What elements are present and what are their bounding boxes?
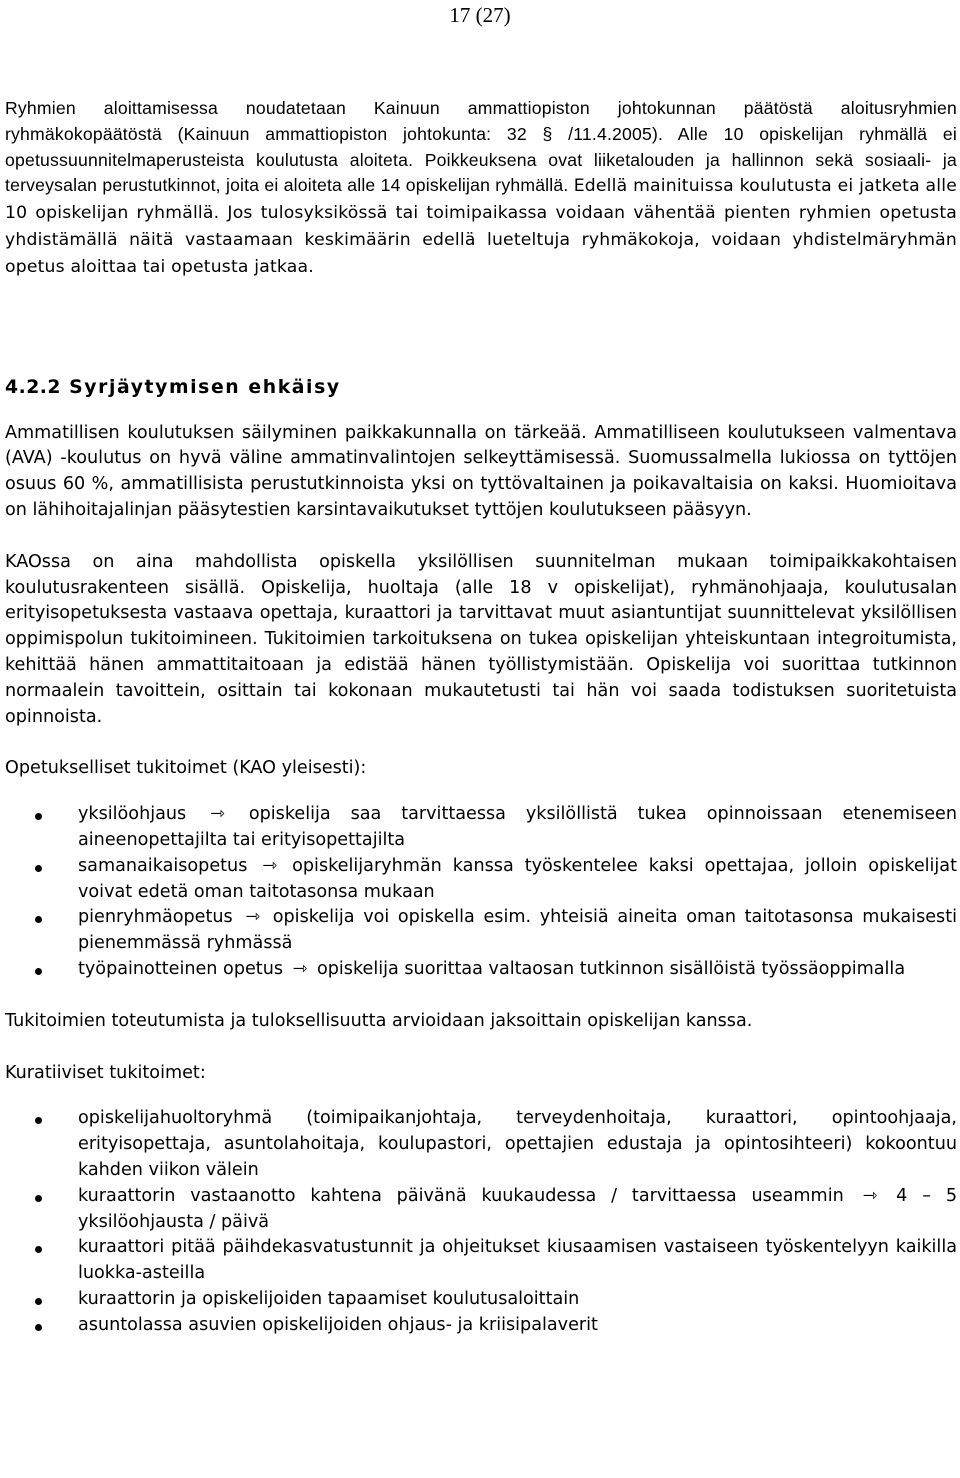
- paragraph-education-availability: Ammatillisen koulutuksen säilyminen paikkakunnalla on tärkeää. Ammatilliseen koulutukseen valmentava (AVA) -koulutus on hyvä väline ammatinvalintojen selkeyttämisessä. Suomussalmella lukiossa on tyttöjen osuus 60 %, ammatillisista perustutkinnoista yksi on tyttövaltainen ja poikavaltaisia on kaksi. Huomioitava on lähihoitajalinjan pääsytestien karsintavaikutukset tyttöjen koulutukseen pääsyyn.: [5, 422, 957, 520]
- bullet-icon: [35, 916, 42, 923]
- list-heading-curative-support: Kuratiiviset tukitoimet:: [5, 1062, 206, 1083]
- list-item: [5, 802, 957, 854]
- list-item-text: kuraattorin ja opiskelijoiden tapaamiset koulutusaloittain: [78, 1288, 580, 1309]
- list-item: [5, 957, 957, 983]
- curative-support-list: [5, 1106, 957, 1338]
- bullet-icon: [35, 1246, 42, 1253]
- paragraph-group-size: [5, 96, 957, 281]
- list-item: [5, 905, 957, 957]
- list-item-description: opiskelija saa tarvittaessa yksilöllistä tukea opinnoissaan etenemiseen aineenopettajilta tai erityisopettajilta: [78, 804, 958, 850]
- paragraph-group-size-part-a: Ryhmien aloittamisessa noudatetaan Kainuun ammattiopiston johtokunnan päätöstä aloitusryhmien ryhmäkokopäätöstä (Kainuun ammattiopiston johtokunta: 32 § /11.4.2005). Alle 10 opiskelijan ryhmällä ei opetussuunnitelmaperusteista koulutusta aloiteta. Poikkeuksena ovat liiketalouden ja hallinnon sekä sosiaali- ja terveysalan perustutkinnot, joita ei aloiteta alle 14 opiskelijan ryhmällä.: [5, 98, 957, 196]
- arrow-right-icon: ⇾: [292, 958, 308, 979]
- arrow-right-icon: ⇾: [210, 804, 225, 825]
- list-item-term: pienryhmäopetus: [78, 907, 233, 928]
- document-body: [5, 96, 957, 1338]
- list-item-text: kuraattori pitää päihdekasvatustunnit ja ohjeitukset kiusaamisen vastaiseen työskentelyyn kaikilla luokka-asteilla: [78, 1237, 957, 1284]
- list-item-term: samanaikaisopetus: [78, 855, 248, 876]
- section-number: 4.2.2: [5, 376, 61, 398]
- arrow-right-icon: ⇾: [245, 907, 261, 928]
- list-item: [5, 854, 957, 906]
- list-item: [5, 1106, 957, 1183]
- bullet-icon: [35, 968, 42, 975]
- section-heading: [5, 375, 957, 401]
- paragraph-group-size-part-b: Edellä mainituissa koulutusta ei jatketa alle 10 opiskelijan ryhmällä. Jos tulosyksikössä tai toimipaikassa voidaan vähentää pienten ryhmien opetusta yhdistämällä näitä vastaamaan keskimäärin edellä lueteltuja ryhmäkokoja, voidaan yhdistelmäryhmän opetus aloittaa tai opetusta jatkaa.: [5, 176, 958, 277]
- list-item-term: työpainotteinen opetus: [78, 958, 284, 979]
- list-item-description: opiskelija suorittaa valtaosan tutkinnon sisällöistä työssäoppimalla: [316, 958, 906, 979]
- list-item: [5, 1287, 957, 1313]
- list-item-text-after-arrow: 4 – 5 yksilöohjausta / päivä: [78, 1185, 958, 1232]
- bullet-icon: [35, 1324, 42, 1331]
- list-item-description: opiskelija voi opiskella esim. yhteisiä aineita oman taitotasonsa mukaisesti pienemmässä ryhmässä: [78, 907, 958, 954]
- list-item-text: kuraattorin vastaanotto kahtena päivänä kuukaudessa / tarvittaessa useammin: [78, 1185, 844, 1206]
- bullet-icon: [35, 813, 42, 820]
- bullet-icon: [35, 1195, 42, 1202]
- bullet-icon: [35, 865, 42, 872]
- list-item: [5, 1313, 957, 1339]
- arrow-right-icon: ⇾: [862, 1185, 878, 1206]
- paragraph-evaluation: Tukitoimien toteutumista ja tuloksellisuutta arvioidaan jaksoittain opiskelijan kanssa.: [5, 1010, 753, 1031]
- list-heading-teaching-support: Opetukselliset tukitoimet (KAO yleisesti):: [5, 758, 367, 779]
- paragraph-individual-plan: KAOssa on aina mahdollista opiskella yksilöllisen suunnitelman mukaan toimipaikkakohtaisen koulutusrakenteen sisällä. Opiskelija, huoltaja (alle 18 v opiskelijat), ryhmänohjaaja, koulutusalan erityisopetuksesta vastaava opettaja, kuraattori ja tarvittavat muut asiantuntijat suunnittelevat yksilöllisen oppimispolun tukitoimineen. Tukitoimien tarkoituksena on tukea opiskelijan yhteiskuntaan integroitumista, kehittää hänen ammattitaitoaan ja edistää hänen työllistymistään. Opiskelija voi suorittaa tutkinnon normaalein tavoittein, osittain tai kokonaan mukautetusti tai hän voi saada todistuksen suoritetuista opinnoista.: [5, 551, 957, 727]
- list-item-description: opiskelijaryhmän kanssa työskentelee kaksi opettajaa, jolloin opiskelijat voivat edetä oman taitotasonsa mukaan: [78, 855, 957, 902]
- section-title: Syrjäytymisen ehkäisy: [69, 376, 341, 398]
- arrow-right-icon: ⇾: [262, 855, 278, 876]
- list-item: [5, 1184, 957, 1236]
- list-item-text: opiskelijahuoltoryhmä (toimipaikanjohtaja, terveydenhoitaja, kuraattori, opintoohjaaja, erityisopettaja, asuntolahoitaja, koulupastori, opettajien edustaja ja opintosihteeri) kokoontuu kahden viikon välein: [78, 1108, 957, 1180]
- bullet-icon: [35, 1117, 42, 1124]
- list-item-term: yksilöohjaus: [78, 804, 187, 825]
- bullet-icon: [35, 1298, 42, 1305]
- teaching-support-list: [5, 802, 957, 983]
- list-item: [5, 1235, 957, 1287]
- page-number: 17 (27): [449, 3, 511, 27]
- list-item-text: asuntolassa asuvien opiskelijoiden ohjaus- ja kriisipalaverit: [78, 1314, 598, 1335]
